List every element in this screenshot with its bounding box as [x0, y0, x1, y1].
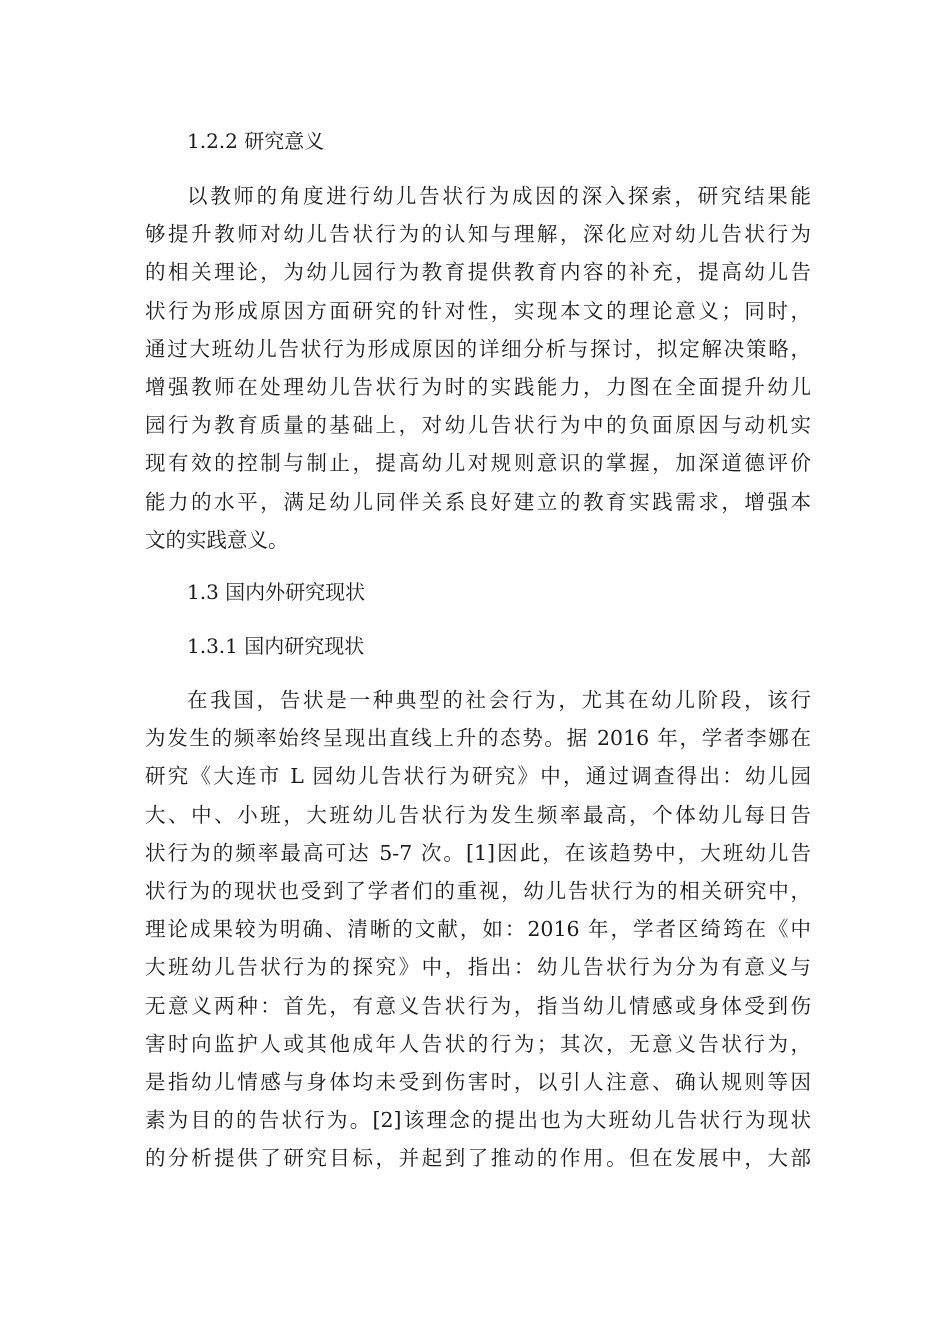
text-line: 状行为的现状也受到了学者们的重视，幼儿告状行为的相关研究中，	[145, 878, 811, 903]
text-line: 为发生的频率始终呈现出直线上升的态势。据 2016 年，学者李娜在	[145, 726, 811, 751]
heading-1-3-1: 1.3.1 国内研究现状	[187, 634, 365, 658]
text-line: 通过大班幼儿告状行为形成原因的详细分析与探讨，拟定解决策略，	[145, 336, 811, 361]
heading-1-3: 1.3 国内外研究现状	[187, 580, 366, 604]
paragraph-domestic-research	[145, 681, 811, 1177]
text-line: 增强教师在处理幼儿告状行为时的实践能力，力图在全面提升幼儿	[145, 374, 811, 399]
text-line: 大、中、小班，大班幼儿告状行为发生频率最高，个体幼儿每日告	[145, 802, 811, 827]
text-line: 理论成果较为明确、清晰的文献，如：2016 年，学者区绮筠在《中	[145, 917, 811, 942]
text-line: 大班幼儿告状行为的探究》中，指出：幼儿告状行为分为有意义与	[145, 955, 811, 980]
text-line: 够提升教师对幼儿告状行为的认知与理解，深化应对幼儿告状行为	[145, 222, 811, 247]
text-line: 素为目的的告状行为。[2]该理念的提出也为大班幼儿告状行为现状	[145, 1108, 811, 1133]
text-line: 研究《大连市 L 园幼儿告状行为研究》中，通过调查得出：幼儿园	[145, 764, 811, 789]
text-line: 害时向监护人或其他成年人告状的行为；其次，无意义告状行为，	[145, 1031, 811, 1056]
text-line: 文的实践意义。	[145, 527, 289, 552]
paragraph-research-significance	[145, 177, 811, 559]
heading-1-2-2: 1.2.2 研究意义	[187, 129, 325, 153]
text-line: 的相关理论，为幼儿园行为教育提供教育内容的补充，提高幼儿告	[145, 260, 811, 285]
text-line: 现有效的控制与制止，提高幼儿对规则意识的掌握，加深道德评价	[145, 451, 811, 476]
text-line: 园行为教育质量的基础上，对幼儿告状行为中的负面原因与动机实	[145, 413, 811, 438]
text-line: 无意义两种：首先，有意义告状行为，指当幼儿情感或身体受到伤	[145, 993, 811, 1018]
text-line: 以教师的角度进行幼儿告状行为成因的深入探索，研究结果能	[187, 184, 811, 208]
text-line: 的分析提供了研究目标，并起到了推动的作用。但在发展中，大部	[145, 1146, 811, 1171]
text-line: 状行为的频率最高可达 5-7 次。[1]因此，在该趋势中，大班幼儿告	[145, 840, 811, 865]
text-line: 是指幼儿情感与身体均未受到伤害时，以引人注意、确认规则等因	[145, 1069, 811, 1094]
text-line: 状行为形成原因方面研究的针对性，实现本文的理论意义；同时，	[145, 298, 811, 323]
text-line: 在我国，告状是一种典型的社会行为，尤其在幼儿阶段，该行	[187, 688, 811, 712]
text-line: 能力的水平，满足幼儿同伴关系良好建立的教育实践需求，增强本	[145, 489, 811, 514]
